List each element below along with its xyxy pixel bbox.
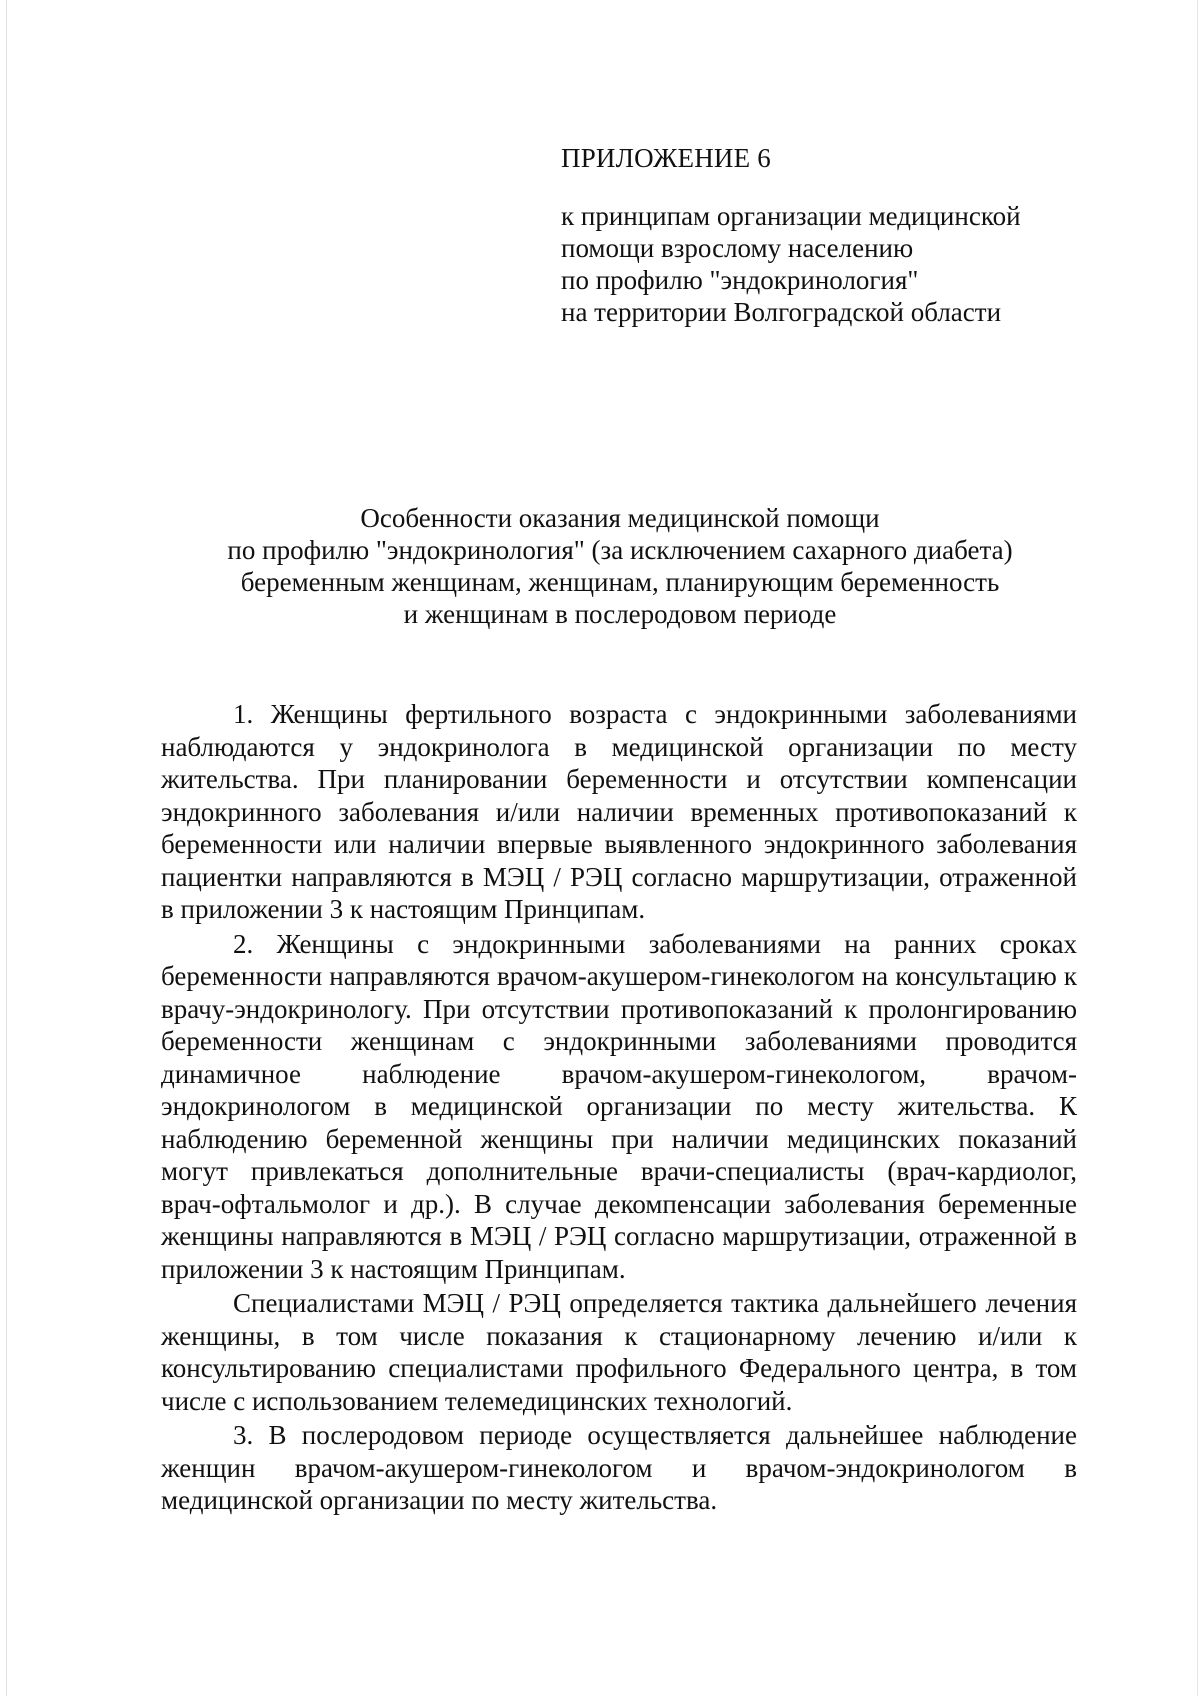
heading-line: беременным женщинам, женщинам, планирующим беременность [240, 567, 1000, 597]
scan-edge-right [1197, 0, 1198, 1696]
appendix-subtitle-line: по профилю "эндокринология" [561, 265, 919, 295]
appendix-subtitle-line: на территории Волгоградской области [561, 297, 1002, 327]
appendix-title: ПРИЛОЖЕНИЕ 6 [561, 143, 771, 173]
document-body [161, 698, 1077, 1519]
appendix-subtitle-line: помощи взрослому населению [561, 233, 914, 263]
appendix-subtitle [561, 200, 1121, 328]
heading-line: по профилю "эндокринология" (за исключением сахарного диабета) [227, 535, 1013, 565]
body-paragraph-4: 3. В послеродовом периоде осуществляется дальнейшее наблюдение женщин врачом-акушером-гинекологом и врачом-эндокринологом в медицинской организации по месту жительства. [161, 1420, 1077, 1515]
heading-line: и женщинам в послеродовом периоде [403, 599, 837, 629]
document-heading [160, 502, 1080, 630]
body-paragraph-2: 2. Женщины с эндокринными заболеваниями на ранних сроках беременности направляются врачом-акушером-гинекологом на консультацию к врачу-эндокринологу. При отсутствии противопоказаний к пролонгированию беременности женщинам с эндокринными заболеваниями проводится динамичное наблюдение врачом-акушером-гинекологом, врачом-эндокринологом в медицинской организации по месту жительства. К наблюдению беременной женщины при наличии медицинских показаний могут привлекаться дополнительные врачи-специалисты (врач-кардиолог, врач-офтальмолог и др.). В случае декомпенсации заболевания беременные женщины направляются в МЭЦ / РЭЦ согласно маршрутизации, отраженной в приложении 3 к настоящим Принципам. [161, 928, 1077, 1284]
appendix-subtitle-line: к принципам организации медицинской [561, 201, 1021, 231]
body-paragraph-1: 1. Женщины фертильного возраста с эндокринными заболеваниями наблюдаются у эндокринолога в медицинской организации по месту жительства. При планировании беременности и отсутствии компенсации эндокринного заболевания и/или наличии временных противопоказаний к беременности или наличии впервые выявленного эндокринного заболевания пациентки направляются в МЭЦ / РЭЦ согласно маршрутизации, отраженной в приложении 3 к настоящим Принципам. [161, 699, 1077, 924]
scan-edge-left [6, 0, 7, 1696]
body-paragraph-3: Специалистами МЭЦ / РЭЦ определяется тактика дальнейшего лечения женщины, в том числе показания к стационарному лечению и/или к консультированию специалистами профильного Федерального центра, в том числе с использованием телемедицинских технологий. [161, 1288, 1077, 1416]
heading-line: Особенности оказания медицинской помощи [360, 503, 880, 533]
appendix-block [561, 142, 1121, 328]
